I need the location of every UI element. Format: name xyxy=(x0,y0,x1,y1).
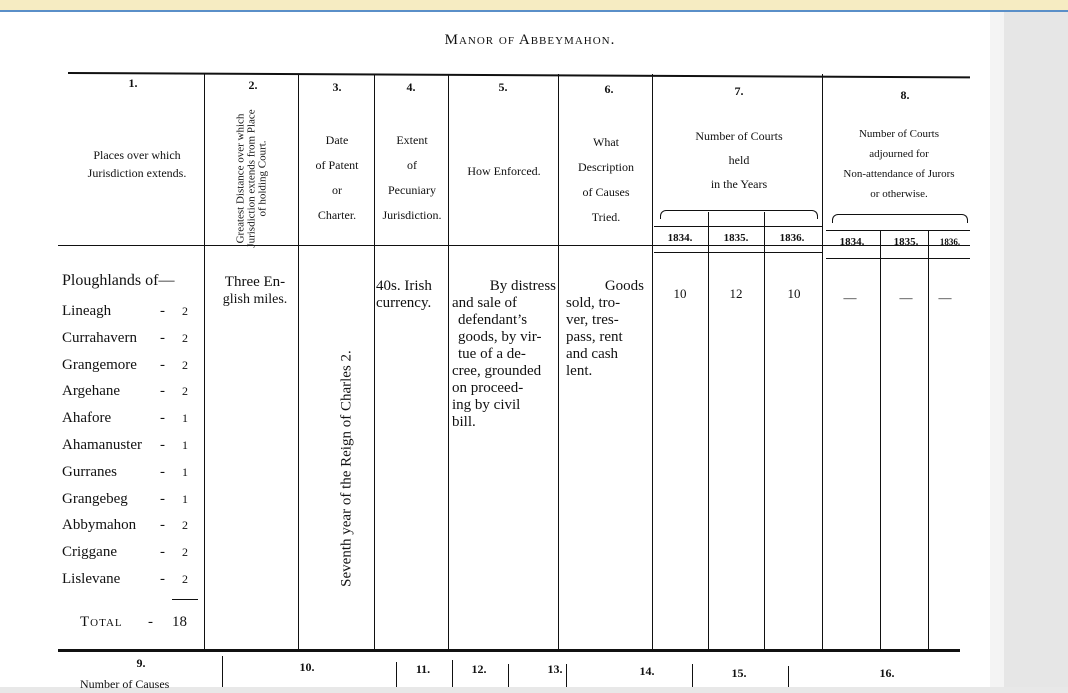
enforced-line: bill. xyxy=(452,414,476,430)
document-page xyxy=(0,12,991,691)
lower-rule-4 xyxy=(508,664,509,687)
enforced-line: defendant’s xyxy=(458,312,528,328)
how-enforced xyxy=(452,278,556,431)
col-rule-2 xyxy=(298,74,299,649)
col-rule-5 xyxy=(558,74,559,649)
causes-line: Goods xyxy=(604,278,644,294)
col-6-line: Description xyxy=(578,160,634,174)
col-5-header: How Enforced. xyxy=(467,164,541,178)
place-row xyxy=(62,378,197,404)
place-name: Abbymahon xyxy=(62,517,137,534)
distance-line: Three En- xyxy=(224,274,286,290)
col-num-2: 2. xyxy=(248,78,258,92)
col-rule-1 xyxy=(204,74,205,649)
col-num-8: 8. xyxy=(900,88,910,102)
place-row xyxy=(62,566,197,592)
place-count: 2 xyxy=(182,357,188,372)
brace-years-7 xyxy=(660,210,818,219)
enforced-line: tue of a de- xyxy=(458,346,526,362)
col-num-6: 6. xyxy=(604,82,614,96)
causes-line: pass, rent xyxy=(566,329,623,345)
extent-value xyxy=(376,278,448,312)
place-name: Grangemore xyxy=(62,356,137,373)
window-top-bar xyxy=(0,0,1068,12)
col-3-line: Charter. xyxy=(317,208,357,222)
col-2-header: Greatest Distance over which Jurisdiction extends from Place of holding Court. xyxy=(234,109,269,248)
col-4-line: Extent xyxy=(396,133,428,147)
years-rule-7b xyxy=(654,252,822,253)
col-3-line: of Patent xyxy=(315,158,359,172)
place-name: Grangebeg xyxy=(62,490,128,507)
enforced-line: on proceed- xyxy=(452,380,524,396)
place-dash: - xyxy=(160,517,165,534)
col-7-line: in the Years xyxy=(710,177,768,191)
distance-value xyxy=(210,274,300,308)
causes-line: ver, tres- xyxy=(566,312,619,328)
place-count: 2 xyxy=(182,384,188,399)
place-count: 1 xyxy=(182,438,188,452)
place-name: Ahamanuster xyxy=(62,437,142,453)
place-name: Lineagh xyxy=(62,303,112,319)
col-4-header xyxy=(374,128,450,228)
lower-rule-7 xyxy=(788,666,789,687)
col-rule-7 xyxy=(822,74,823,649)
lower-col-11: 11. xyxy=(415,662,431,676)
col-6-line: What xyxy=(593,135,619,149)
courts-held-1836: 10 xyxy=(787,286,801,301)
place-count: 2 xyxy=(182,330,188,345)
place-dash: - xyxy=(160,303,165,319)
place-dash: - xyxy=(160,490,165,507)
col-num-3: 3. xyxy=(332,80,342,94)
place-row xyxy=(62,539,197,565)
brace-years-8 xyxy=(832,214,968,223)
place-count: 2 xyxy=(182,545,188,560)
place-row xyxy=(62,352,197,378)
total-label: Total xyxy=(80,614,123,630)
causes-tried xyxy=(566,278,644,380)
table-bottom-rule xyxy=(58,649,960,652)
col-6-line: Tried. xyxy=(591,210,621,224)
place-dash: - xyxy=(160,410,165,427)
place-count: 1 xyxy=(182,491,188,506)
lower-rule-2 xyxy=(396,662,397,687)
place-name: Argehane xyxy=(62,383,121,400)
year-7-1835: 1835. xyxy=(723,232,749,244)
total-rule xyxy=(172,599,198,600)
place-dash: - xyxy=(160,463,165,480)
place-row xyxy=(62,459,197,485)
lower-col-10: 10. xyxy=(299,660,315,674)
lower-rule-1 xyxy=(222,656,223,687)
causes-line: sold, tro- xyxy=(566,295,621,311)
col-6-header xyxy=(562,130,650,230)
place-row xyxy=(62,512,197,538)
courts-adjourned-1834: — xyxy=(843,290,857,305)
side-panel xyxy=(1004,12,1068,687)
place-dash: - xyxy=(160,544,165,561)
place-count: 1 xyxy=(182,464,188,479)
place-name: Gurranes xyxy=(62,463,117,480)
causes-line: and cash xyxy=(566,346,619,362)
year-8-1836: 1836. xyxy=(939,237,961,247)
year-8-1835: 1835. xyxy=(893,236,919,248)
courts-held-1835: 12 xyxy=(729,286,743,301)
place-row xyxy=(62,432,197,458)
extent-line: 40s. Irish xyxy=(376,278,432,294)
place-count: 2 xyxy=(182,304,188,318)
place-row xyxy=(62,325,197,351)
place-name: Criggane xyxy=(62,544,117,561)
date-of-patent: Seventh year of the Reign of Charles 2. xyxy=(338,350,355,587)
years-rule-8 xyxy=(826,230,970,231)
col-7-line: Number of Courts xyxy=(695,129,783,143)
col-3-header xyxy=(302,128,372,228)
place-count: 2 xyxy=(182,572,188,586)
col-4-line: of xyxy=(407,158,417,172)
total-dash: - xyxy=(148,614,153,630)
col-rule-7a xyxy=(708,212,709,649)
lower-col-9-label: Number of Causes xyxy=(80,677,170,691)
enforced-line: ing by civil xyxy=(452,397,521,413)
year-7-1834: 1834. xyxy=(667,232,693,244)
col-8-line: adjourned for xyxy=(869,148,929,160)
lower-col-15: 15. xyxy=(731,666,747,680)
lower-col-14: 14. xyxy=(639,664,655,678)
col-7-header xyxy=(660,124,818,196)
col-3-line: or xyxy=(332,183,342,197)
place-dash: - xyxy=(160,329,165,346)
years-rule-7 xyxy=(654,226,822,227)
col-num-5: 5. xyxy=(498,80,508,94)
courts-adjourned-1835: — xyxy=(899,290,913,305)
col-rule-8b xyxy=(928,230,929,649)
total-value: 18 xyxy=(172,614,187,630)
lower-col-16: 16. xyxy=(879,666,895,680)
col-8-line: or otherwise. xyxy=(870,188,928,200)
col-7-line: held xyxy=(728,153,750,167)
year-7-1836: 1836. xyxy=(779,232,805,244)
col-rule-7b xyxy=(764,212,765,649)
col-3-line: Date xyxy=(325,133,349,147)
page-title: Manor of Abbeymahon. xyxy=(444,32,616,48)
page-gutter xyxy=(990,12,1005,687)
courts-adjourned-1836: — xyxy=(938,290,952,305)
place-dash: - xyxy=(160,383,165,400)
distance-line: glish miles. xyxy=(222,292,288,307)
col-6-line: of Causes xyxy=(582,185,630,199)
col-num-7: 7. xyxy=(734,84,744,98)
place-row xyxy=(62,405,197,431)
place-name: Currahavern xyxy=(62,329,137,346)
place-dash: - xyxy=(160,356,165,373)
place-dash: - xyxy=(160,437,165,453)
place-dash: - xyxy=(160,571,165,587)
place-count: 1 xyxy=(182,411,188,426)
col-rule-6 xyxy=(652,74,653,649)
year-8-1834: 1834. xyxy=(839,236,865,248)
lower-rule-6 xyxy=(692,664,693,687)
col-8-line: Non-attendance of Jurors xyxy=(843,168,955,180)
years-rule-8b xyxy=(826,258,970,259)
lower-col-13: 13. xyxy=(547,662,563,676)
col-1-header: Places over which Jurisdiction extends. xyxy=(87,148,187,180)
places-heading: Ploughlands of— xyxy=(62,272,175,289)
lower-col-12: 12. xyxy=(471,662,487,676)
place-name: Lislevane xyxy=(62,571,121,587)
col-num-4: 4. xyxy=(406,80,416,94)
col-rule-8a xyxy=(880,230,881,649)
enforced-line: and sale of xyxy=(452,295,517,311)
lower-rule-3 xyxy=(452,660,453,687)
place-name: Ahafore xyxy=(62,410,112,427)
col-4-line: Jurisdiction. xyxy=(382,208,442,222)
col-4-line: Pecuniary xyxy=(388,183,436,197)
causes-line: lent. xyxy=(566,363,593,379)
col-num-1: 1. xyxy=(128,76,138,90)
place-row xyxy=(62,298,197,324)
extent-line: currency. xyxy=(376,295,432,311)
enforced-line: goods, by vir- xyxy=(458,329,542,345)
enforced-line: cree, grounded xyxy=(452,363,542,379)
place-row xyxy=(62,486,197,512)
enforced-line: By distress xyxy=(489,278,556,294)
courts-held-1834: 10 xyxy=(673,286,687,301)
col-8-line: Number of Courts xyxy=(858,128,940,140)
place-count: 2 xyxy=(182,518,188,533)
col-8-header xyxy=(826,124,972,204)
lower-col-9: 9. xyxy=(136,656,146,670)
